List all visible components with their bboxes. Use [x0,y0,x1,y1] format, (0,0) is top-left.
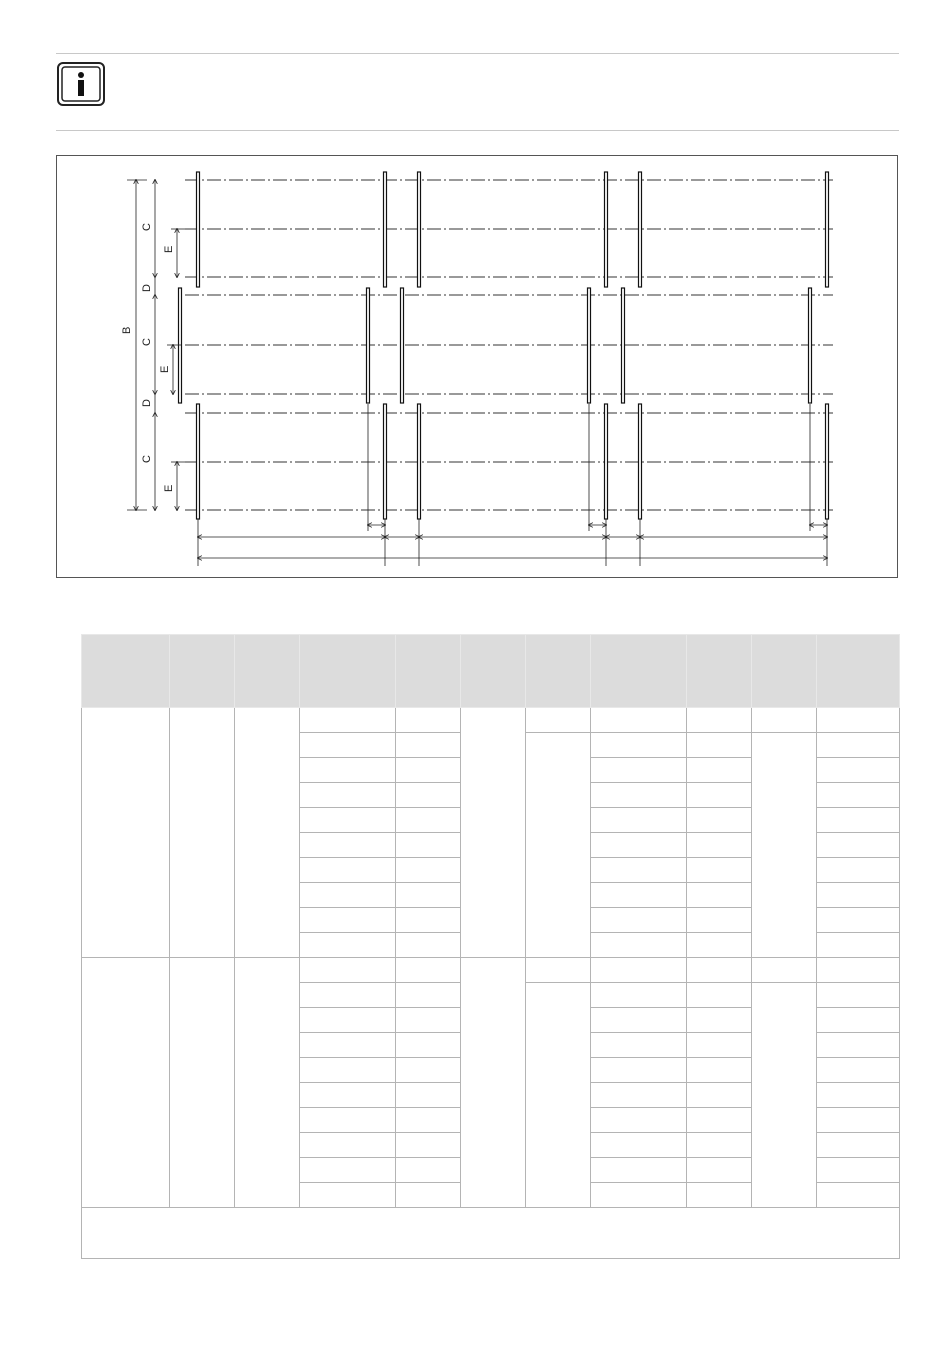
table-cell [591,783,687,808]
table-cell [687,983,752,1008]
table-cell [526,733,591,958]
table-cell [687,808,752,833]
table-cell [817,1033,900,1058]
table-cell [591,708,687,733]
table-cell [396,833,461,858]
table-cell [817,733,900,758]
table-cell [396,708,461,733]
panel-layout-svg [57,156,897,577]
table-cell [300,758,396,783]
table-cell [687,1183,752,1208]
table-cell [591,1058,687,1083]
table-cell [591,858,687,883]
table-cell [396,1158,461,1183]
table-cell [526,958,591,983]
table-cell [687,1008,752,1033]
column-header [817,635,900,708]
table-cell [591,1108,687,1133]
bottom-rule [56,130,899,131]
panel-edge [197,404,200,519]
table-cell [687,958,752,983]
table-cell [687,858,752,883]
table-cell [687,1058,752,1083]
table-cell [396,983,461,1008]
table-cell [687,1033,752,1058]
table-cell [591,1183,687,1208]
table-cell [752,733,817,958]
table-cell [687,933,752,958]
table-cell [300,858,396,883]
table-cell [300,1033,396,1058]
panel-edge [418,404,421,519]
dimension-lines [127,180,827,566]
panel-edge [622,288,625,403]
table-cell [817,908,900,933]
table-cell [817,1158,900,1183]
table-cell [817,958,900,983]
table-cell [235,958,300,1208]
table-cell [687,1158,752,1183]
table-cell [300,908,396,933]
table-cell [591,958,687,983]
table-cell [687,708,752,733]
table-cell [817,1133,900,1158]
panel-edge [605,172,608,287]
column-header [461,635,526,708]
table-cell [300,933,396,958]
table-cell [396,1008,461,1033]
table-cell [687,833,752,858]
table-cell [300,808,396,833]
column-header [526,635,591,708]
panel-edge [197,172,200,287]
table-cell [687,883,752,908]
table-cell [817,808,900,833]
panels [179,172,829,519]
table-cell [817,858,900,883]
table-cell [591,808,687,833]
column-header [170,635,235,708]
table-cell [591,1033,687,1058]
spec-table [81,634,900,1259]
table-cell [300,708,396,733]
table-cell [396,1133,461,1158]
table-cell [396,758,461,783]
table-cell [235,708,300,958]
table-cell [687,783,752,808]
table-cell [591,733,687,758]
table-cell [752,983,817,1208]
label-C-bot: C [141,455,153,463]
label-E-mid: E [159,365,171,373]
table-cell [817,1058,900,1083]
table-cell [396,1058,461,1083]
table-cell [82,708,170,958]
table-cell [300,1108,396,1133]
table-cell [591,983,687,1008]
table-cell [300,783,396,808]
table-cell [300,883,396,908]
table-cell [170,708,235,958]
panel-edge [809,288,812,403]
table-cell [300,1133,396,1158]
table-cell [396,958,461,983]
table-cell [300,958,396,983]
table-cell [687,908,752,933]
table-cell [461,958,526,1208]
table-cell [526,983,591,1208]
table-cell [752,958,817,983]
table-cell [300,733,396,758]
rail-lines [185,180,833,510]
panel-edge [179,288,182,403]
table-cell [396,908,461,933]
panel-edge [418,172,421,287]
table-cell [300,1058,396,1083]
table-cell [591,933,687,958]
table-cell [82,958,170,1208]
table-cell [396,933,461,958]
table-cell [817,708,900,733]
table-cell [687,1133,752,1158]
table-cell [591,908,687,933]
info-icon [57,62,105,106]
table-cell [300,833,396,858]
table-cell [396,733,461,758]
table-cell [591,758,687,783]
table-cell [591,883,687,908]
table-cell [591,1133,687,1158]
table-footnote [82,1208,900,1259]
table-cell [817,933,900,958]
panel-edge [639,172,642,287]
label-B: B [121,326,133,334]
table-cell [396,808,461,833]
table-header-row [82,635,900,708]
table-row [82,708,900,733]
panel-edge [826,404,829,519]
table-body [82,708,900,1208]
table-cell [752,708,817,733]
table-cell [396,883,461,908]
table-cell [396,1033,461,1058]
table-cell [170,958,235,1208]
table-cell [687,733,752,758]
column-header [300,635,396,708]
table-cell [817,1008,900,1033]
panel-edge [605,404,608,519]
panel-edge [367,288,370,403]
table-cell [817,783,900,808]
table-cell [817,983,900,1008]
panel-edge [384,404,387,519]
table-cell [817,758,900,783]
table-cell [396,1083,461,1108]
column-header [591,635,687,708]
table-cell [817,833,900,858]
label-D-1: D [141,284,153,292]
panel-edge [588,288,591,403]
label-E-bot: E [163,484,175,492]
top-rule [56,53,899,54]
table-cell [687,758,752,783]
table-cell [396,858,461,883]
table-cell [591,833,687,858]
table-cell [591,1008,687,1033]
table-cell [687,1083,752,1108]
table-cell [300,1183,396,1208]
panel-edge [826,172,829,287]
table-cell [687,1108,752,1133]
label-E-top: E [163,245,175,253]
column-header [235,635,300,708]
table-cell [817,1183,900,1208]
panel-edge [401,288,404,403]
panel-layout-diagram [56,155,898,578]
table-cell [396,783,461,808]
column-header [752,635,817,708]
panel-edge [639,404,642,519]
table-cell [300,1008,396,1033]
column-header [687,635,752,708]
label-D-2: D [141,399,153,407]
table-cell [526,708,591,733]
table-cell [396,1108,461,1133]
table-cell [396,1183,461,1208]
table-row [82,958,900,983]
label-C-mid: C [141,338,153,346]
table-cell [300,1083,396,1108]
label-C-top: C [141,223,153,231]
panel-edge [384,172,387,287]
table-cell [461,708,526,958]
table-cell [300,983,396,1008]
table-cell [817,1108,900,1133]
table-cell [817,1083,900,1108]
column-header [396,635,461,708]
column-header [82,635,170,708]
table-cell [591,1158,687,1183]
table-cell [591,1083,687,1108]
table-cell [300,1158,396,1183]
table-cell [817,883,900,908]
